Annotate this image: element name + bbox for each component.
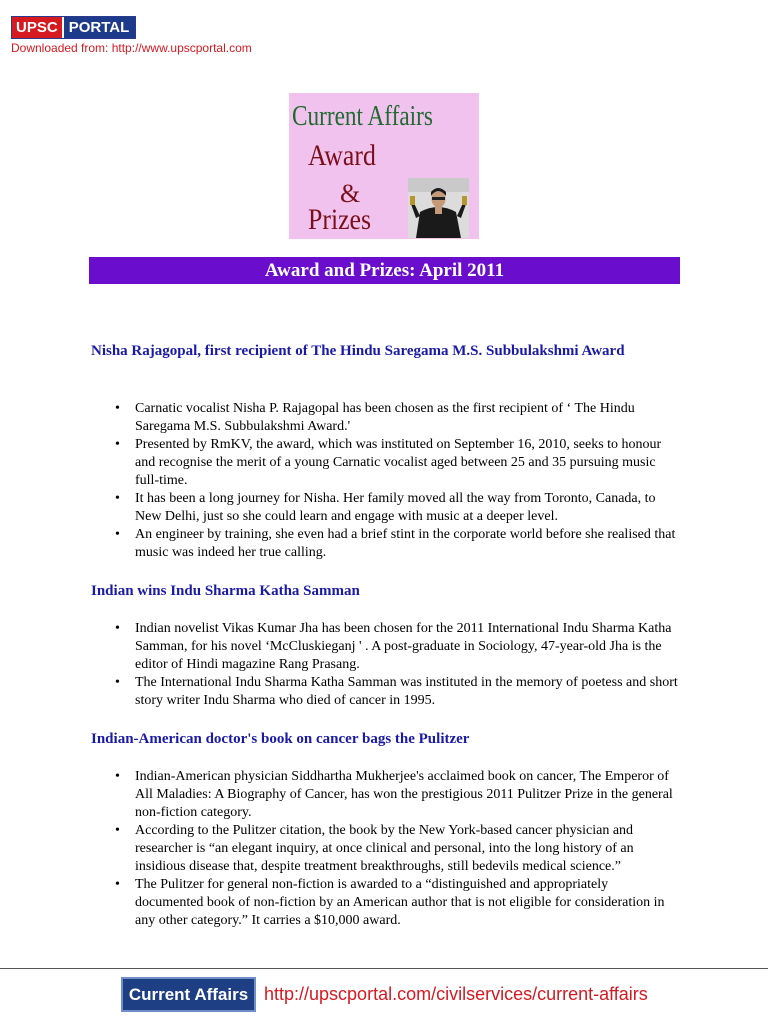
- logo-upsc-text: UPSC: [12, 17, 62, 38]
- upsc-portal-logo[interactable]: [11, 16, 136, 39]
- list-item: • According to the Pulitzer citation, the book by the New York-based cancer physician and researcher is “an elegant inquiry, at once clinical and personal, into the long history of an insidious disease that, despite treatment breakthroughs, still bedevils medical science.”: [115, 822, 680, 876]
- list-item: • Indian novelist Vikas Kumar Jha has been chosen for the 2011 International Indu Sharma Katha Samman, for his novel ‘McCluskieganj ' . A post-graduate in Sociology, 47-year-old Jha is the editor of Hindi magazine Rang Prasang.: [115, 620, 680, 674]
- section-heading-nisha: Nisha Rajagopal, first recipient of The Hindu Saregama M.S. Subbulakshmi Award: [91, 343, 625, 359]
- list-item: • An engineer by training, she even had a brief stint in the corporate world before she realised that music was indeed her true calling.: [115, 526, 680, 562]
- page-title: Award and Prizes: April 2011: [89, 257, 680, 284]
- banner-line-prizes: Prizes: [308, 203, 372, 236]
- bullet-list-nisha: [115, 400, 680, 562]
- banner-line-ampersand: &: [340, 179, 361, 208]
- list-item: • Indian-American physician Siddhartha Mukherjee's acclaimed book on cancer, The Emperor of All Maladies: A Biography of Cancer, has won the prestigious 2011 Pulitzer Prize in the general non-fiction category.: [115, 768, 680, 822]
- section-heading-pulitzer: Indian-American doctor's book on cancer bags the Pulitzer: [91, 731, 470, 747]
- list-item: • Carnatic vocalist Nisha P. Rajagopal has been chosen as the first recipient of ‘ The Hindu Saregama M.S. Subbulakshmi Award.': [115, 400, 680, 436]
- list-item: • The International Indu Sharma Katha Samman was instituted in the memory of poetess and short story writer Indu Sharma who died of cancer in 1995.: [115, 674, 680, 710]
- list-item: • The Pulitzer for general non-fiction is awarded to a “distinguished and appropriately documented book of non-fiction by an American author that is not eligible for consideration in any other category.” It carries a $10,000 award.: [115, 876, 680, 930]
- bullet-list-katha-samman: [115, 620, 680, 710]
- downloaded-from-link[interactable]: Downloaded from: http://www.upscportal.com: [11, 41, 252, 55]
- current-affairs-logo[interactable]: Current Affairs: [121, 977, 256, 1012]
- current-affairs-banner: [289, 93, 479, 239]
- banner-line-award: Award: [308, 139, 376, 172]
- list-item: • It has been a long journey for Nisha. Her family moved all the way from Toronto, Canada, to New Delhi, just so she could learn and engage with music at a deeper level.: [115, 490, 680, 526]
- banner-photo: [408, 178, 469, 238]
- banner-line-current-affairs: Current Affairs: [292, 101, 433, 132]
- section-heading-katha-samman: Indian wins Indu Sharma Katha Samman: [91, 583, 360, 599]
- list-item: • Presented by RmKV, the award, which was instituted on September 16, 2010, seeks to honour and recognise the merit of a young Carnatic vocalist aged between 25 and 35 pursuing music full-time.: [115, 436, 680, 490]
- bullet-list-pulitzer: [115, 768, 680, 930]
- footer-url-link[interactable]: http://upscportal.com/civilservices/current-affairs: [264, 984, 648, 1004]
- footer-divider: [0, 968, 768, 969]
- logo-portal-text: PORTAL: [62, 17, 136, 38]
